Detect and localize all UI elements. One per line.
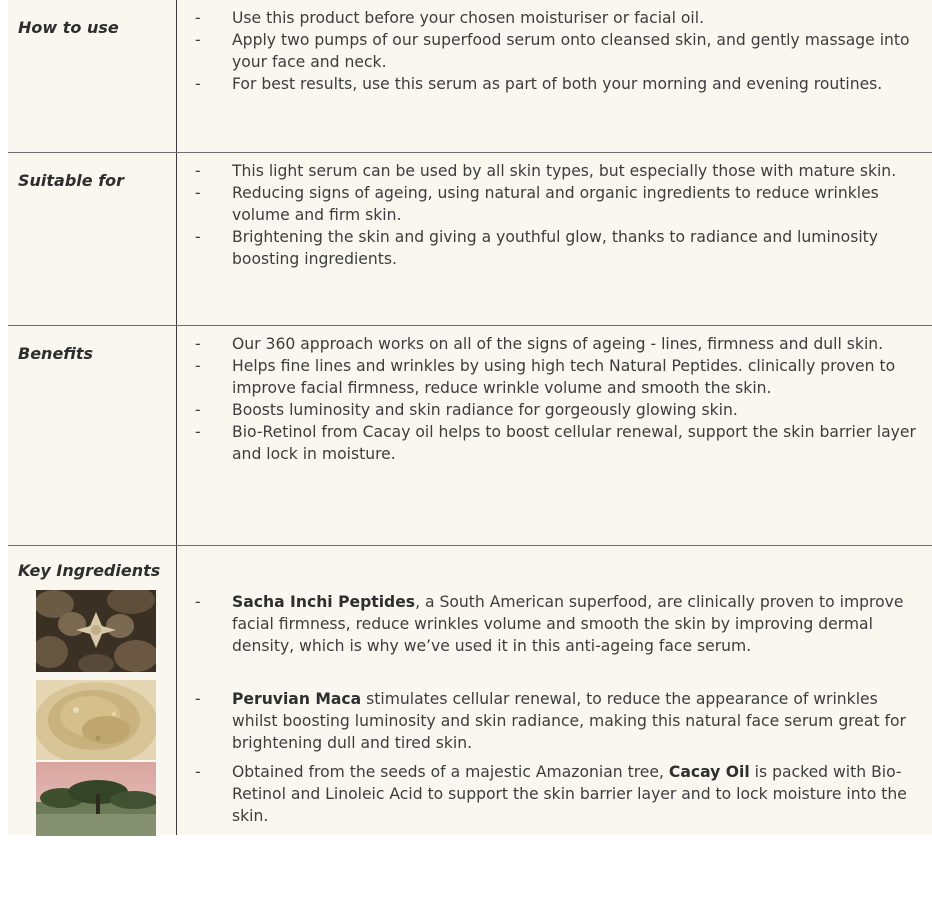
info-table-body — [8, 0, 932, 835]
bullet-item — [195, 29, 924, 73]
bullet-item — [195, 226, 924, 270]
bullet-list — [177, 153, 932, 280]
row-label: Benefits — [18, 343, 94, 363]
bullet-item — [195, 182, 924, 226]
row-benefits — [8, 325, 932, 545]
row-label: Key Ingredients — [18, 560, 161, 580]
ingredient-item — [195, 688, 924, 754]
ingredient-name: Sacha Inchi Peptides — [232, 592, 416, 611]
ingredient-name: Cacay Oil — [668, 762, 750, 781]
bullet-dash: - — [195, 422, 201, 441]
row-content-cell — [177, 0, 932, 152]
bullet-dash: - — [195, 356, 201, 375]
bullet-item — [195, 160, 924, 182]
row-label: Suitable for — [18, 170, 125, 190]
row-label-cell — [8, 0, 177, 152]
bullet-item — [195, 355, 924, 399]
bullet-dash: - — [195, 592, 201, 611]
ingredient-description: stimulates cellular renewal, to reduce the appearance of wrinkles whilst boosting luminosity and skin radiance, making this natural face serum great for brightening dull and tired skin. — [232, 689, 906, 752]
ingredient-item — [195, 761, 924, 827]
bullet-text: Apply two pumps of our superfood serum onto cleansed skin, and gently massage into your face and neck. — [232, 31, 910, 71]
row-content-cell — [177, 152, 932, 325]
ingredient-description: is packed with Bio-Retinol and Linoleic Acid to support the skin barrier layer and to lock moisture into the skin. — [232, 762, 907, 825]
ingredient-description: , a South American superfood, are clinically proven to improve facial firmness, reduce wrinkles volume and smooth the skin by improving dermal density, which is why we’ve used it in this anti-ageing face serum. — [232, 592, 904, 655]
row-key-ingredients — [8, 545, 932, 835]
bullet-text: Use this product before your chosen moisturiser or facial oil. — [232, 9, 705, 27]
ingredient-item — [195, 591, 924, 657]
bullet-dash: - — [195, 689, 201, 708]
bullet-text: Brightening the skin and giving a youthful glow, thanks to radiance and luminosity boosting ingredients. — [232, 227, 879, 268]
row-label-cell — [8, 545, 177, 835]
bullet-text: Reducing signs of ageing, using natural and organic ingredients to reduce wrinkles volume and firm skin. — [232, 183, 879, 224]
bullet-text: This light serum can be used by all skin types, but especially those with mature skin. — [232, 161, 897, 180]
bullet-dash: - — [195, 183, 201, 202]
bullet-text: Our 360 approach works on all of the signs of ageing - lines, firmness and dull skin. — [232, 334, 884, 353]
bullet-dash: - — [195, 762, 201, 781]
bullet-item — [195, 421, 924, 465]
bullet-dash: - — [195, 227, 201, 246]
product-info-table — [8, 0, 932, 835]
row-label-cell — [8, 152, 177, 325]
bullet-text: Helps fine lines and wrinkles by using high tech Natural Peptides. clinically proven to improve facial firmness, reduce wrinkle volume and smooth the skin. — [232, 356, 896, 397]
maca-powder-photo — [36, 680, 156, 760]
row-suitable-for — [8, 152, 932, 325]
row-content-cell — [177, 545, 932, 835]
bullet-text: Bio-Retinol from Cacay oil helps to boost cellular renewal, support the skin barrier layer and lock in moisture. — [232, 422, 916, 463]
row-label: How to use — [18, 18, 119, 37]
bullet-item — [195, 399, 924, 421]
amazonian-tree-photo — [36, 762, 156, 836]
bullet-dash: - — [195, 161, 201, 180]
bullet-text: Boosts luminosity and skin radiance for gorgeously glowing skin. — [232, 400, 738, 419]
bullet-dash: - — [195, 75, 201, 93]
sacha-inchi-seeds-photo — [36, 590, 156, 672]
row-label-cell — [8, 325, 177, 545]
bullet-item — [195, 7, 924, 29]
ingredient-text-before: Obtained from the seeds of a majestic Amazonian tree, — [232, 762, 669, 781]
row-how-to-use — [8, 0, 932, 152]
bullet-list — [177, 0, 932, 105]
bullet-dash: - — [195, 334, 201, 353]
bullet-list — [177, 326, 932, 475]
row-content-cell — [177, 325, 932, 545]
bullet-dash: - — [195, 31, 201, 49]
bullet-item — [195, 333, 924, 355]
bullet-dash: - — [195, 9, 201, 27]
bullet-text: For best results, use this serum as part of both your morning and evening routines. — [232, 75, 883, 93]
bullet-dash: - — [195, 400, 201, 419]
ingredient-name: Peruvian Maca — [232, 689, 362, 708]
bullet-item — [195, 73, 924, 95]
